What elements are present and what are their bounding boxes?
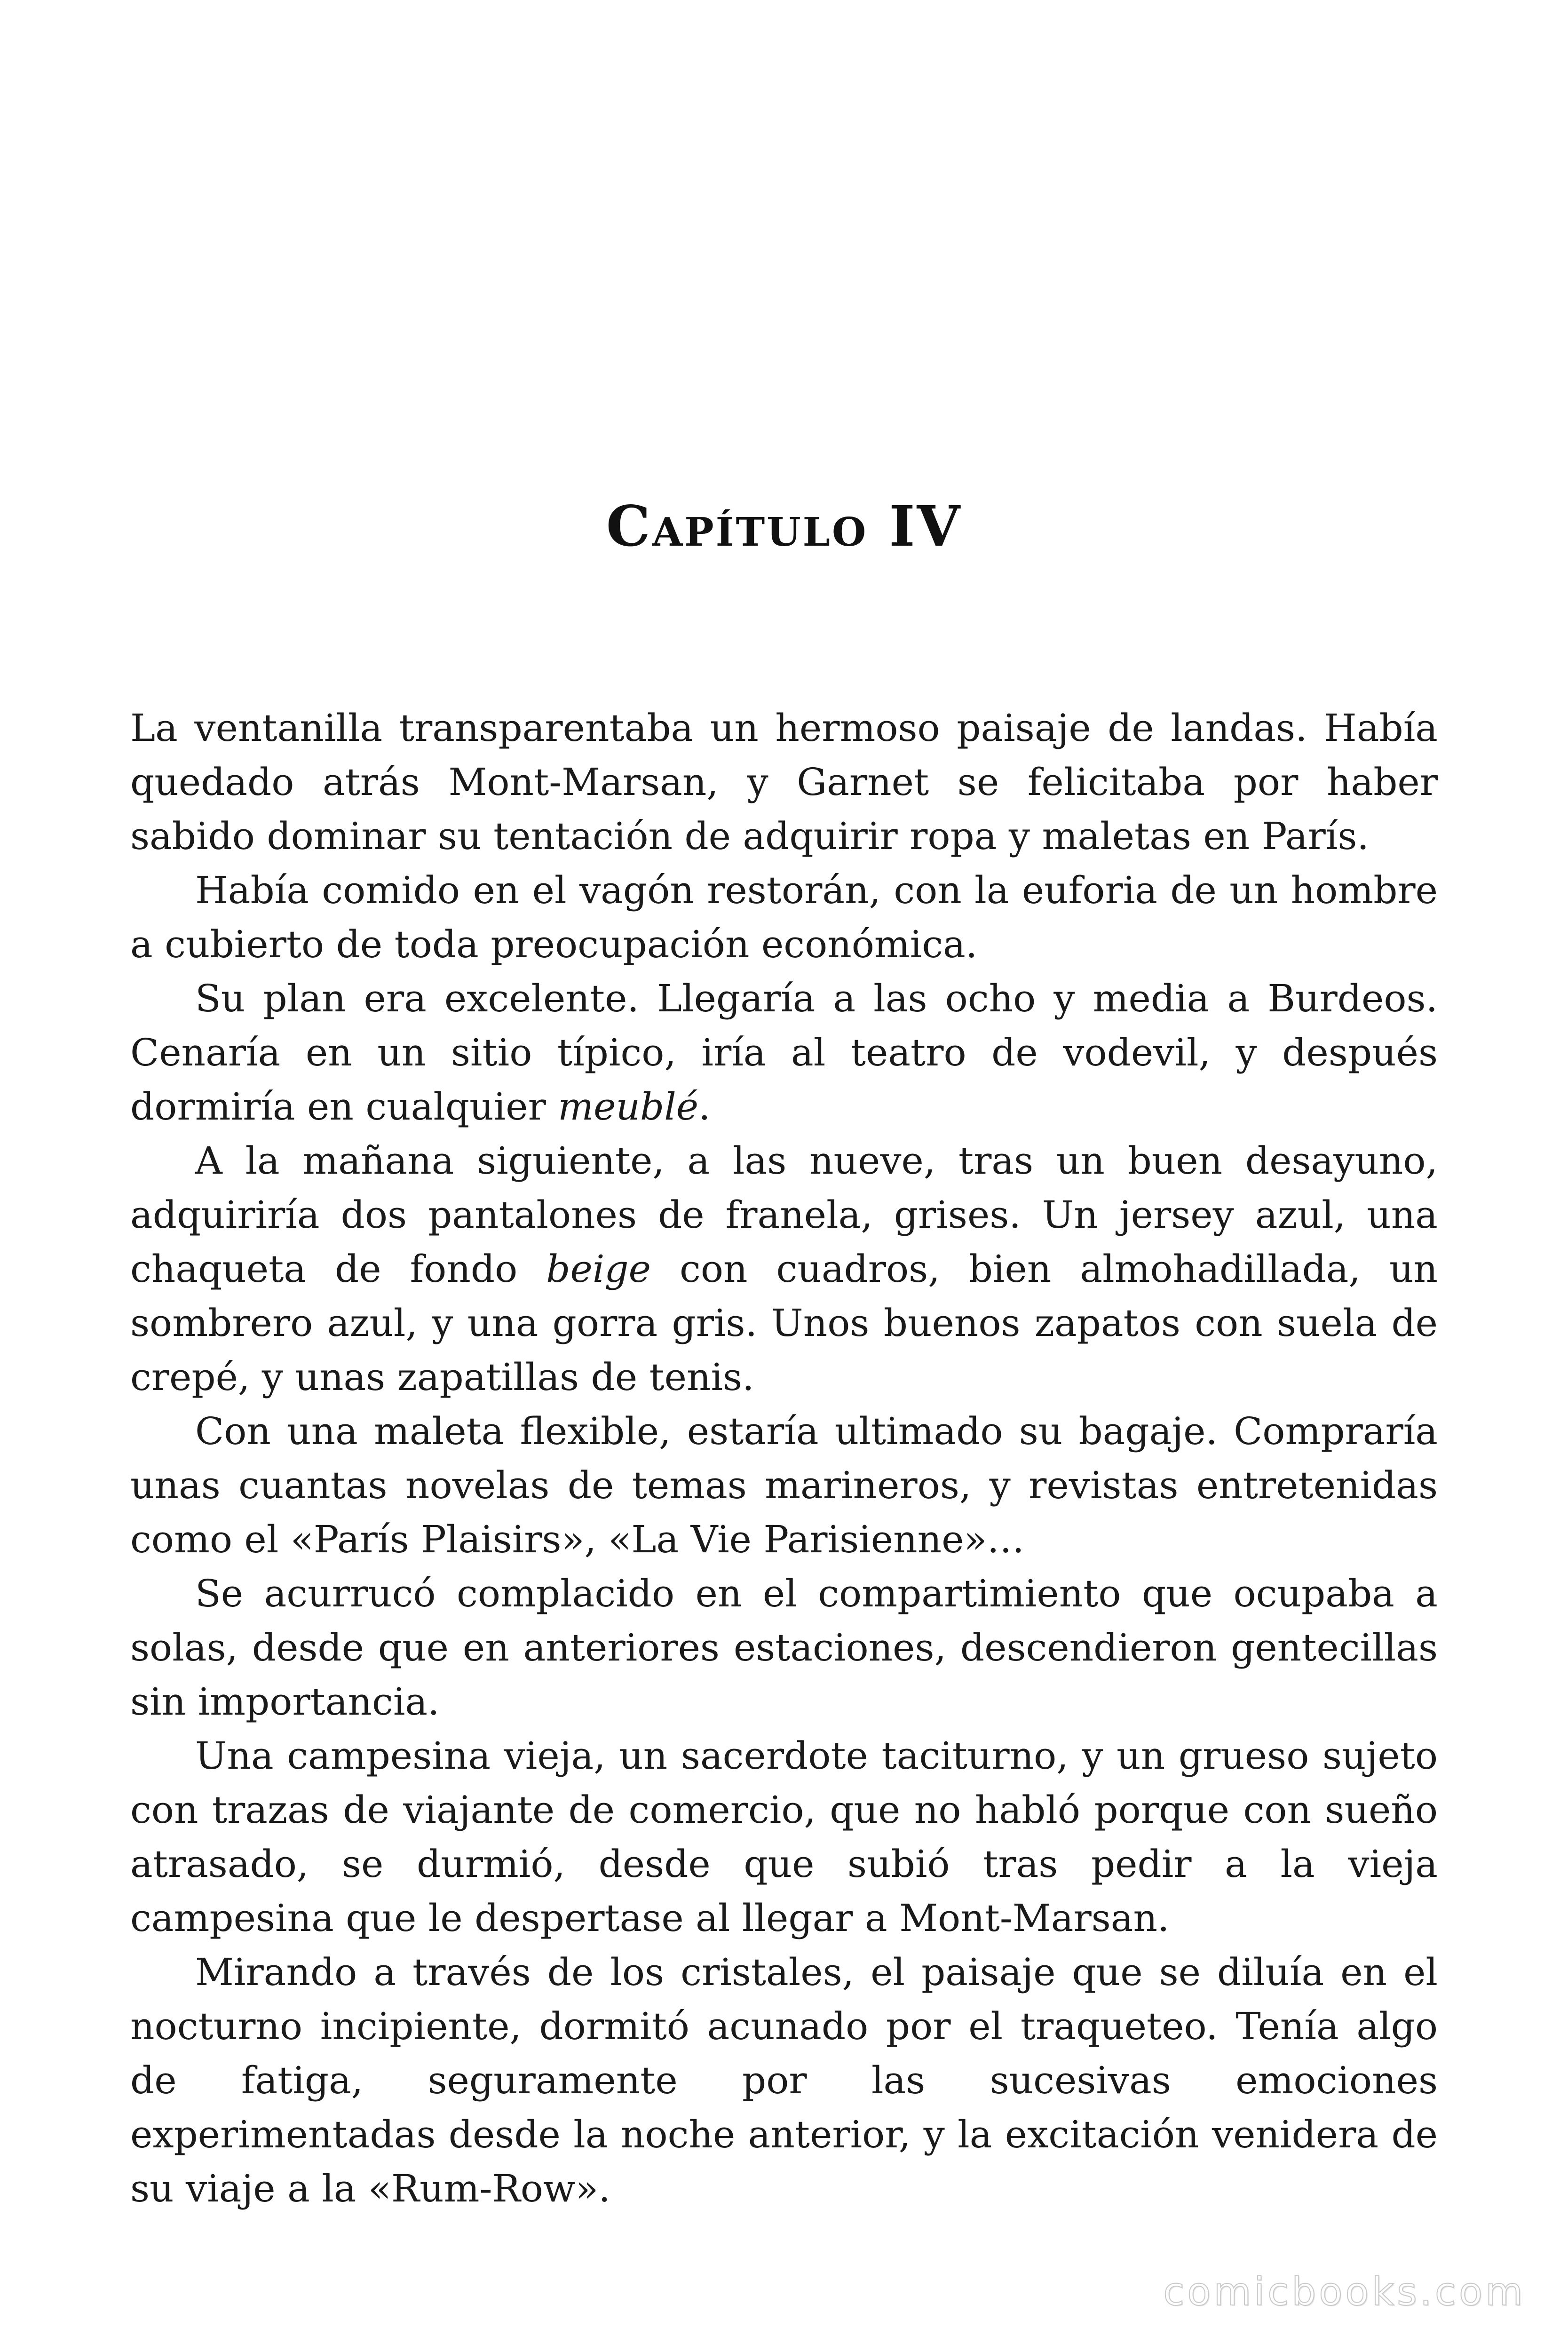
paragraph-text: . <box>698 1085 711 1128</box>
paragraph <box>130 863 1438 971</box>
body-text <box>130 701 1438 2216</box>
watermark: comicbooks.com <box>1163 2270 1526 2314</box>
paragraph-text: La ventanilla transparentaba un hermoso paisaje de landas. Había quedado atrás Mont-Marsan, y Garnet se felicitaba por haber sabido dominar su tentación de adquirir ropa y maletas en París. <box>130 706 1438 858</box>
italic-text: beige <box>546 1247 651 1291</box>
paragraph <box>130 1729 1438 1945</box>
paragraph-text: A la mañana siguiente, a las nueve, tras un buen desayuno, adquiriría dos pantalones de franela, grises. Un jersey azul, una chaqueta de fondo <box>130 1139 1438 1291</box>
paragraph-text: Su plan era excelente. Llegaría a las ocho y media a Burdeos. Cenaría en un sitio típico, iría al teatro de vodevil, y después dormiría en cualquier <box>130 977 1438 1128</box>
italic-text: meublé <box>558 1085 699 1128</box>
paragraph <box>130 1945 1438 2216</box>
paragraph <box>130 971 1438 1134</box>
paragraph-text: Se acurrucó complacido en el compartimiento que ocupaba a solas, desde que en anteriores estaciones, descendieron gentecillas sin importancia. <box>130 1572 1438 1724</box>
paragraph-text: Mirando a través de los cristales, el paisaje que se diluía en el nocturno incipiente, dormitó acunado por el traqueteo. Tenía algo de fatiga, seguramente por las sucesivas emociones experimentadas desde la noche anterior, y la excitación venidera de su viaje a la «Rum-Row». <box>130 1950 1438 2210</box>
paragraph-text: con cuadros, bien almohadillada, un sombrero azul, y una gorra gris. Unos buenos zapatos con suela de crepé, y unas zapatillas de tenis. <box>130 1247 1438 1399</box>
paragraph-text: Había comido en el vagón restorán, con la euforia de un hombre a cubierto de toda preocupación económica. <box>130 868 1438 966</box>
paragraph-text: Con una maleta flexible, estaría ultimado su bagaje. Compraría unas cuantas novelas de temas marineros, y revistas entretenidas como el «París Plaisirs», «La Vie Parisienne»… <box>130 1409 1438 1561</box>
paragraph <box>130 701 1438 863</box>
paragraph <box>130 1404 1438 1566</box>
paragraph-text: Una campesina vieja, un sacerdote taciturno, y un grueso sujeto con trazas de viajante de comercio, que no habló porque con sueño atrasado, se durmió, desde que subió tras pedir a la vieja campesina que le despertase al llegar a Mont-Marsan. <box>130 1734 1438 1940</box>
paragraph <box>130 1566 1438 1729</box>
chapter-title: Capítulo IV <box>606 493 962 559</box>
paragraph <box>130 1134 1438 1404</box>
